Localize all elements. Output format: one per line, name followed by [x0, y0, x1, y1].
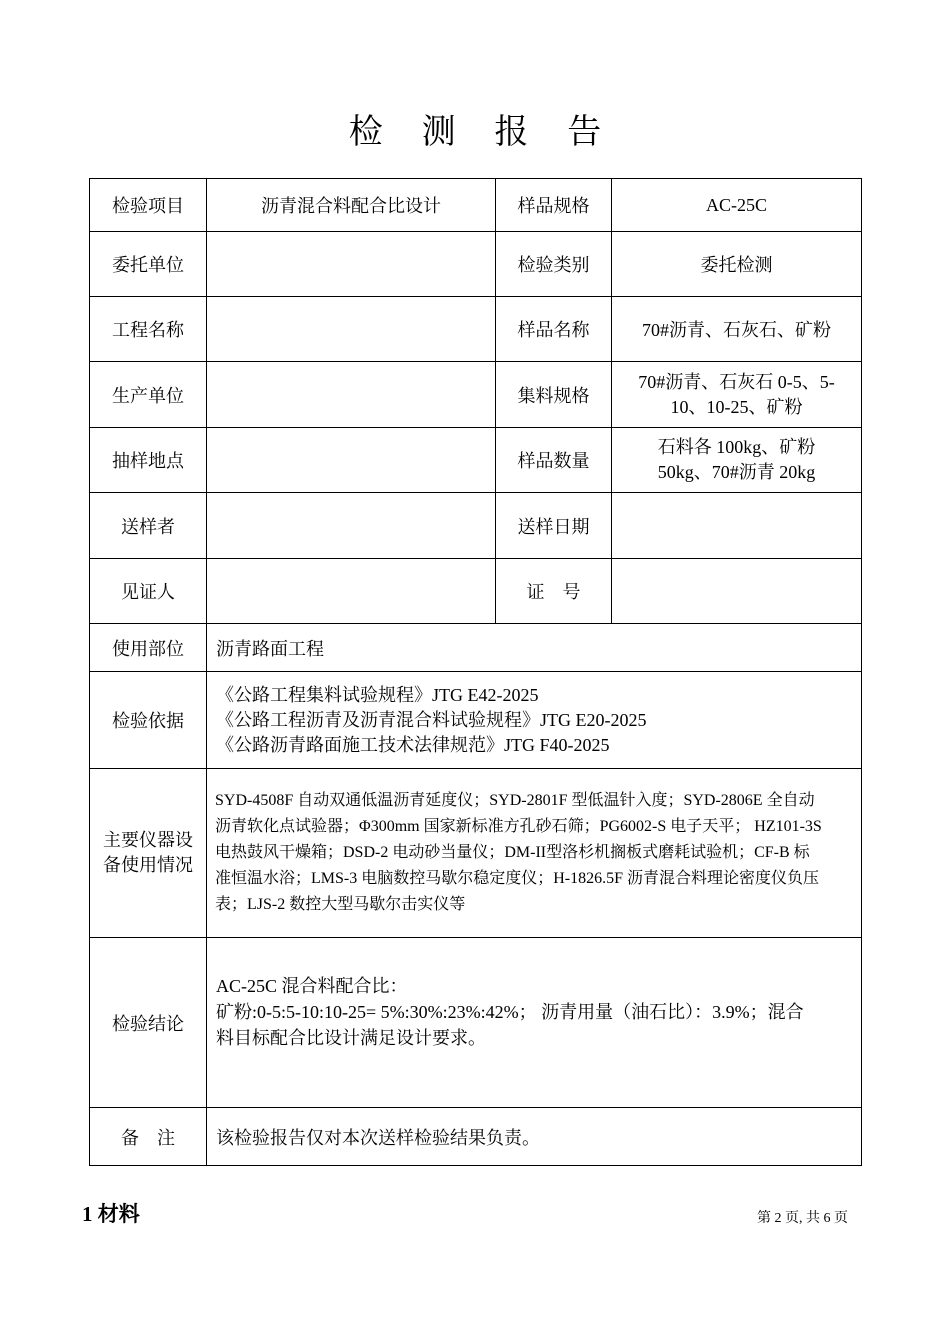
value-send-date: [612, 493, 862, 559]
row-sender: [90, 493, 862, 559]
label-witness: 见证人: [90, 559, 207, 624]
conclusion-line: 料目标配合比设计满足设计要求。: [216, 1027, 486, 1048]
value-remarks: 该检验报告仅对本次送样检验结果负责。: [207, 1108, 862, 1166]
value-sample-name: 70#沥青、石灰石、矿粉: [612, 297, 862, 362]
value-sender: [207, 493, 496, 559]
section-heading: 1 材料: [82, 1202, 140, 1226]
equipment-label-line: 主要仪器设: [103, 830, 193, 850]
label-producer: 生产单位: [90, 362, 207, 428]
value-sample-spec: AC-25C: [612, 179, 862, 232]
conclusion-spacer: [216, 1051, 852, 1073]
value-client: [207, 232, 496, 297]
label-aggregate-spec: 集料规格: [496, 362, 612, 428]
label-usage-location: 使用部位: [90, 624, 207, 672]
value-producer: [207, 362, 496, 428]
label-conclusion: 检验结论: [90, 938, 207, 1108]
row-conclusion: [90, 938, 862, 1108]
value-sampling-location: [207, 428, 496, 493]
equipment-line: SYD-4508F 自动双通低温沥青延度仪；SYD-2801F 型低温针入度；SYD-2806E 全自动: [215, 792, 815, 809]
row-inspection-item: [90, 179, 862, 232]
label-inspection-basis: 检验依据: [90, 672, 207, 769]
label-equipment: [90, 769, 207, 938]
equipment-line: 准恒温水浴；LMS-3 电脑数控马歇尔稳定度仪；H-1826.5F 沥青混合料理论密度仪负压: [215, 870, 820, 887]
equipment-line: 表；LJS-2 数控大型马歇尔击实仪等: [215, 896, 466, 913]
value-project: [207, 297, 496, 362]
sample-quantity-line: 石料各 100kg、矿粉: [657, 437, 816, 457]
label-send-date: 送样日期: [496, 493, 612, 559]
page-number: 第 2 页, 共 6 页: [757, 1211, 848, 1226]
row-remarks: [90, 1108, 862, 1166]
label-sender: 送样者: [90, 493, 207, 559]
row-producer: [90, 362, 862, 428]
label-project: 工程名称: [90, 297, 207, 362]
label-inspection-item: 检验项目: [90, 179, 207, 232]
label-sample-quantity: 样品数量: [496, 428, 612, 493]
value-equipment: [207, 769, 862, 938]
conclusion-line: 矿粉:0-5:5-10:10-25= 5%:30%:23%:42%； 沥青用量（油石比）：3.9%；混合: [216, 1001, 804, 1022]
label-remarks: 备 注: [90, 1108, 207, 1166]
value-conclusion: [207, 938, 862, 1108]
sample-quantity-line: 50kg、70#沥青 20kg: [657, 462, 816, 482]
report-title: 检 测 报 告: [348, 112, 616, 152]
standard-line: 《公路沥青路面施工技术法律规范》JTG F40-2025: [216, 734, 610, 755]
equipment-line: 电热鼓风干燥箱；DSD-2 电动砂当量仪；DM-II型洛杉机搁板式磨耗试验机；CF-B 标: [215, 844, 810, 861]
value-aggregate-spec: [612, 362, 862, 428]
row-usage-location: [90, 624, 862, 672]
value-usage-location: 沥青路面工程: [207, 624, 862, 672]
value-inspection-type: 委托检测: [612, 232, 862, 297]
equipment-line: 沥青软化点试验器；Φ300mm 国家新标准方孔砂石筛；PG6002-S 电子天平； HZ101-3S: [215, 818, 822, 835]
row-project: [90, 297, 862, 362]
label-sample-spec: 样品规格: [496, 179, 612, 232]
label-inspection-type: 检验类别: [496, 232, 612, 297]
standard-line: 《公路工程沥青及沥青混合料试验规程》JTG E20-2025: [216, 709, 647, 730]
row-client: [90, 232, 862, 297]
aggregate-spec-line: 70#沥青、石灰石 0-5、5-: [638, 371, 835, 392]
label-certificate-no: 证 号: [496, 559, 612, 624]
label-client: 委托单位: [90, 232, 207, 297]
row-sampling-location: [90, 428, 862, 493]
value-inspection-item: 沥青混合料配合比设计: [207, 179, 496, 232]
row-equipment: [90, 769, 862, 938]
row-witness: [90, 559, 862, 624]
equipment-label-line: 备使用情况: [103, 855, 193, 875]
value-inspection-basis: [207, 672, 862, 769]
aggregate-spec-line: 10、10-25、矿粉: [670, 396, 803, 417]
conclusion-line: AC-25C 混合料配合比：: [216, 975, 408, 996]
value-sample-quantity: [612, 428, 862, 493]
standard-line: 《公路工程集料试验规程》JTG E42-2025: [216, 684, 539, 705]
row-inspection-basis: [90, 672, 862, 769]
report-table: [89, 178, 862, 1166]
label-sample-name: 样品名称: [496, 297, 612, 362]
value-witness: [207, 559, 496, 624]
label-sampling-location: 抽样地点: [90, 428, 207, 493]
value-certificate-no: [612, 559, 862, 624]
